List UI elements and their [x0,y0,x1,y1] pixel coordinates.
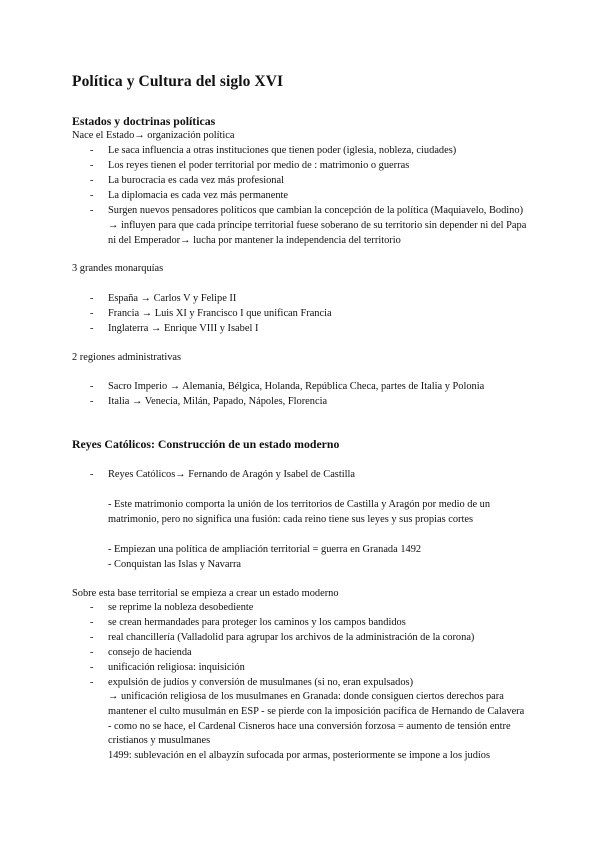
monarchies-label: 3 grandes monarquías [72,263,164,274]
section-heading-reyes: Reyes Católicos: Construcción de un estado moderno [72,437,340,451]
document-page: Política y Cultura del siglo XVI Estados y doctrinas políticas Nace el Estado→ organización política - Le saca influencia a otras instituciones que tienen poder (iglesia, nobleza, ciudades) - Los reyes tienen el poder territorial por medio de : matrimonio o guerras - La burocracia es cada vez más profesional - La diplomacia es cada vez más permanente - Surgen nuevos pensadores políticos que cambian la concepción de la política (Maquiavelo, Bodino) → influyen para que cada príncipe territorial fuese soberano de su territorio sin depender ni del Papa ni del Emperador→ lucha por mantener la independencia del territorio 3 grandes monarquías - España → Carlos V y Felipe II - Francia → Luis XI y Francisco I que unifican Francia - Inglaterra → Enrique VIII y Isabel I 2 regiones administrativas - Sacro Imperio → Alemania, Bélgica, Holanda, República Checa, partes de Italia y Polonia - Italia → Venecia, Milán, Papado, Nápoles, Florencia Reyes Católicos: Construcción de un estado moderno - Reyes Católicos→ Fernando de Aragón y Isabel de Castilla - Este matrimonio comporta la unión de los territorios de Castilla y Aragón por medio de un matrimonio, pero no significa una fusión: cada reino tiene sus leyes y sus propias cortes - Empiezan una política de ampliación territorial = guerra en Granada 1492 - Conquistan las Islas y Navarra Sobre esta base territorial se empieza a crear un estado moderno - se reprime la nobleza desobediente - se crean hermandades para proteger los caminos y los campos bandidos - real chancillería (Valladolid para agrupar los archivos de la administración de la corona) - consejo de hacienda - unificación religiosa: inquisición - expulsión de judíos y conversión de musulmanes (si no, eran expulsados) → unificación religiosa de los musulmanes en Granada: donde consiguen ciertos derechos para mantener el culto musulmán en ESP - se pierde con la imposición pacífica de Hernando de Calavera - como no se hace, el Cardenal Cisneros hace una conversión forzosa = aumento de tensión entre cristianos y musulmanes 1499: sublevación en el albayzín sufocada por armas, posteriormente se impone a los judíos [0,0,600,848]
paragraph-1499: 1499: sublevación en el albayzín sufocada por armas, posteriormente se impone a los judíos [108,750,491,761]
page-title: Política y Cultura del siglo XVI [72,73,284,90]
paragraph-conquistan: - Conquistan las Islas y Navarra [108,559,242,570]
paragraph-matrimonio: - Este matrimonio comporta la unión de los territorios de Castilla y Aragón por medio de un matrimonio, pero no significa una fusión: cada reino tiene sus leyes y sus propias cortes [108,499,491,525]
paragraph-politica: - Empiezan una política de ampliación territorial = guerra en Granada 1492 [108,544,422,555]
section-heading-estados: Estados y doctrinas políticas [72,114,216,128]
regions-label: 2 regiones administrativas [72,352,182,363]
base-label: Sobre esta base territorial se empieza a crear un estado moderno [72,588,339,599]
section1-intro: Nace el Estado→ organización política [72,130,235,141]
paragraph-unificacion: → unificación religiosa de los musulmanes en Granada: donde consiguen ciertos derechos para mantener el culto musulmán en ESP - se pierde con la imposición pacífica de Hernando de Calavera - como no se hace, el Cardenal Cisneros hace una conversión forzosa = aumento de tensión entre cristianos y musulmanes [108,691,525,747]
